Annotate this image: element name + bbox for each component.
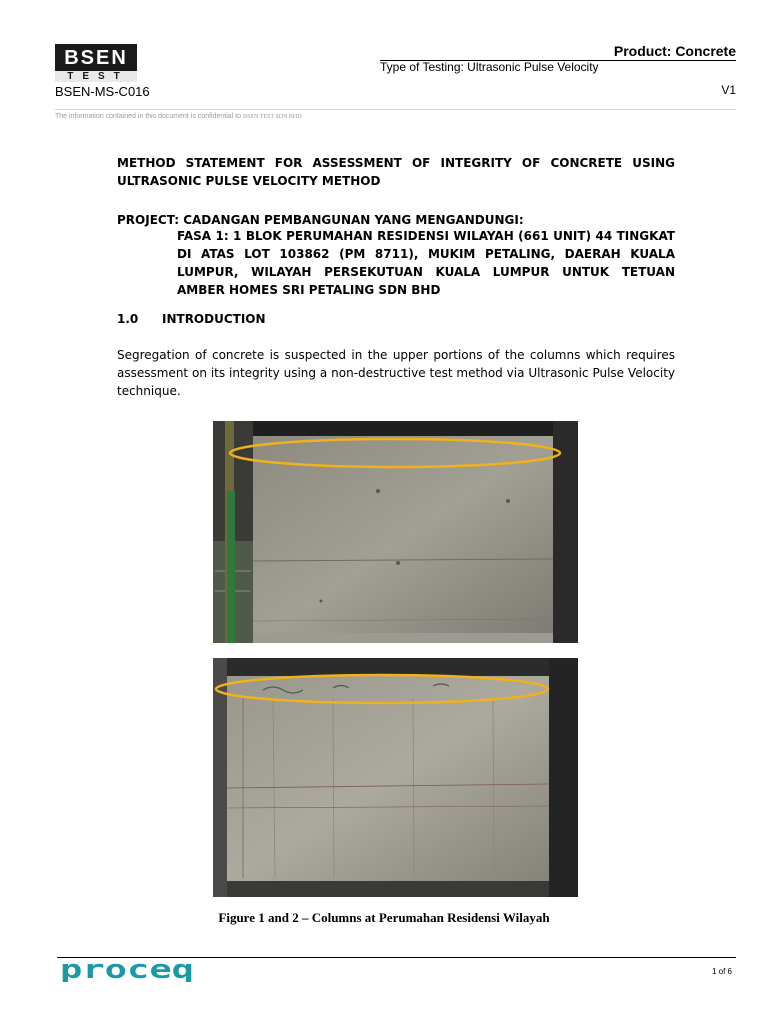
project-detail: FASA 1: 1 BLOK PERUMAHAN RESIDENSI WILAYAH (661 UNIT) 44 TINGKAT DI ATAS LOT 103862 (PM 8711), MUKIM PETALING, DAERAH KUALA LUMPUR, WILAYAH PERSEKUTUAN KUALA LUMPUR UNTUK TETUAN AMBER HOMES SRI PETALING SDN BHD — [177, 229, 675, 297]
document-title: METHOD STATEMENT FOR ASSESSMENT OF INTEGRITY OF CONCRETE USING ULTRASONIC PULSE VELOCITY METHOD — [117, 156, 675, 188]
confidentiality-notice — [55, 113, 302, 120]
confidential-company: BSEN TEST SDN BHD — [242, 114, 302, 120]
proceq-logo — [60, 958, 200, 982]
figure-2-column-photo — [213, 658, 578, 897]
proceq-logo-text: proceq — [60, 958, 194, 982]
logo-text-bottom: TEST — [67, 71, 129, 82]
product-label: Product: Concrete — [613, 43, 736, 59]
page-number: 1 of 6 — [711, 967, 732, 976]
header-bottom-divider — [55, 109, 736, 110]
bsen-test-logo — [55, 44, 137, 82]
confidential-text: The information contained in this document is confidential to — [55, 113, 241, 120]
section-title: INTRODUCTION — [162, 312, 266, 326]
testing-type: Type of Testing: Ultrasonic Pulse Velocity — [380, 60, 599, 74]
intro-paragraph: Segregation of concrete is suspected in the upper portions of the columns which requires assessment on its integrity using a non-destructive test method via Ultrasonic Pulse Velocity technique. — [117, 348, 675, 398]
section-number: 1.0 — [117, 312, 139, 326]
project-label: PROJECT: CADANGAN PEMBANGUNAN YANG MENGANDUNGI: — [117, 213, 524, 227]
version-label: V1 — [721, 83, 736, 97]
logo-text-top: BSEN — [64, 47, 128, 69]
figure-1-column-photo — [213, 421, 578, 643]
figure-caption: Figure 1 and 2 – Columns at Perumahan Residensi Wilayah — [218, 910, 550, 925]
document-code: BSEN-MS-C016 — [55, 84, 150, 99]
